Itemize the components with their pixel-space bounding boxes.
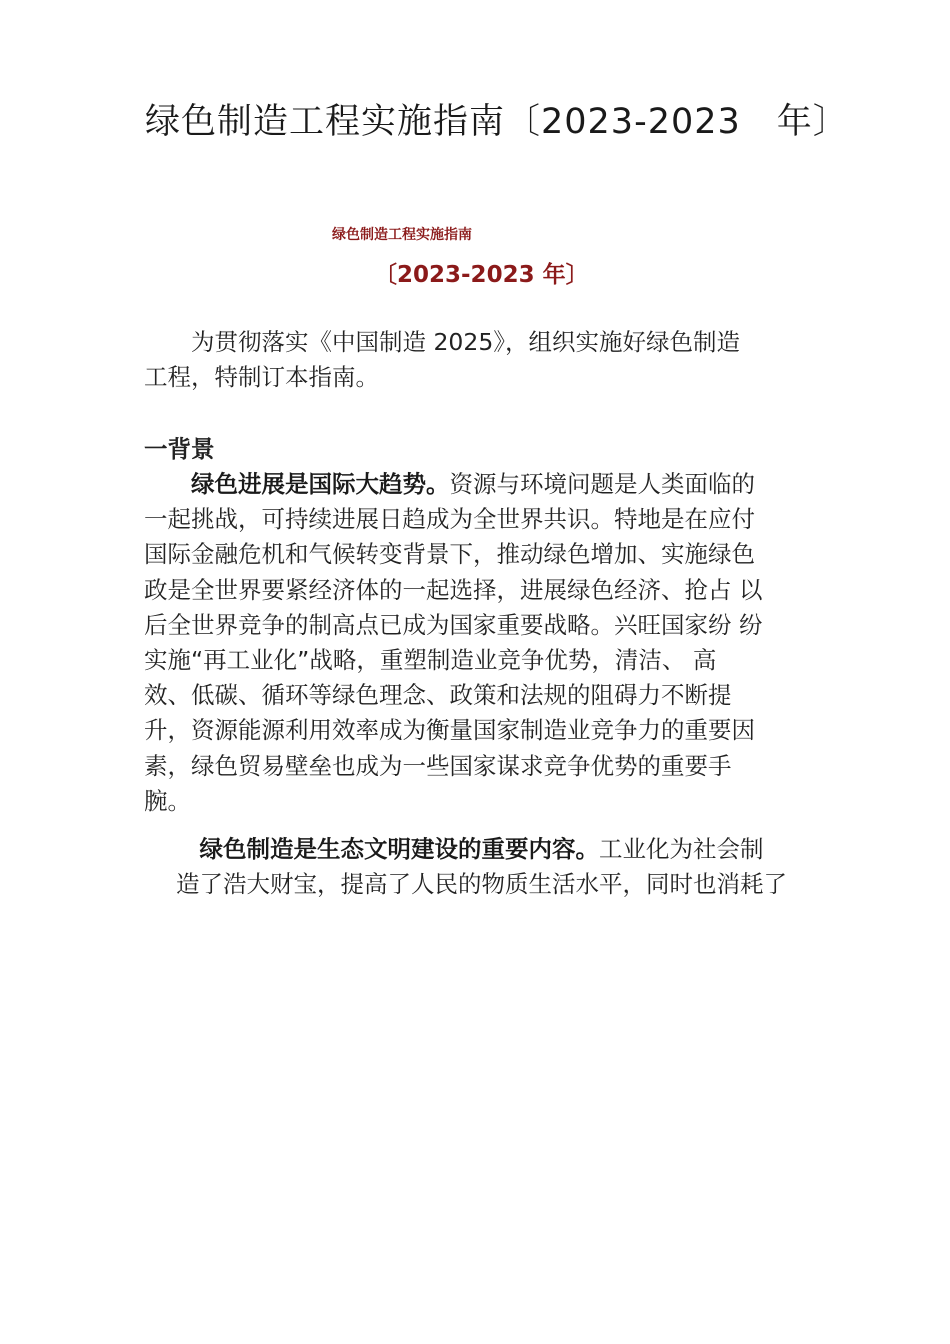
paragraph-line — [176, 832, 787, 867]
paragraph-lead-bold: 绿色进展是国际大趋势。 — [144, 470, 450, 498]
paragraph-line: 政是全世界要紧经济体的一起选择，进展绿色经济、抢占 以 — [144, 575, 763, 604]
green-manufacturing-paragraph — [176, 832, 787, 902]
paragraph-line: 造了浩大财宝，提高了人民的物质生活水平，同时也消耗了 — [176, 870, 787, 899]
paragraph-lead-bold: 绿色制造是生态文明建设的重要内容。 — [176, 835, 599, 863]
paragraph-text: 工业化为社会制 — [599, 835, 764, 863]
page-title: 绿色制造工程实施指南〔2023-2023 年〕 — [145, 102, 849, 142]
paragraph-line: 效、低碳、循环等绿色理念、政策和法规的阻碍力不断提 — [144, 681, 732, 710]
document-subtitle: 绿色制造工程实施指南 — [332, 227, 472, 243]
paragraph-line: 腕。 — [144, 786, 191, 815]
paragraph-text: 资源与环境问题是人类面临的 — [449, 470, 755, 498]
document-years: 〔2023-2023 年〕 — [374, 262, 589, 288]
paragraph-line: 国际金融危机和气候转变背景下，推动绿色增加、实施绿色 — [144, 540, 755, 569]
intro-line: 工程，特制订本指南。 — [144, 363, 379, 392]
intro-paragraph — [144, 325, 740, 395]
paragraph-line — [144, 467, 762, 502]
paragraph-line: 一起挑战，可持续进展日趋成为全世界共识。特地是在应付 — [144, 505, 755, 534]
paragraph-line: 实施“再工业化”战略，重塑制造业竞争优势，清洁、 高 — [144, 645, 717, 674]
paragraph-line: 素，绿色贸易壁垒也成为一些国家谋求竞争优势的重要手 — [144, 751, 732, 780]
section-heading-background: 一背景 — [144, 435, 215, 463]
paragraph-line: 后全世界竞争的制高点已成为国家重要战略。兴旺国家纷 纷 — [144, 610, 763, 639]
background-paragraph — [144, 467, 762, 819]
intro-line: 为贯彻落实《中国制造 2025》，组织实施好绿色制造 — [144, 328, 741, 356]
paragraph-line: 升，资源能源利用效率成为衡量国家制造业竞争力的重要因 — [144, 716, 755, 745]
